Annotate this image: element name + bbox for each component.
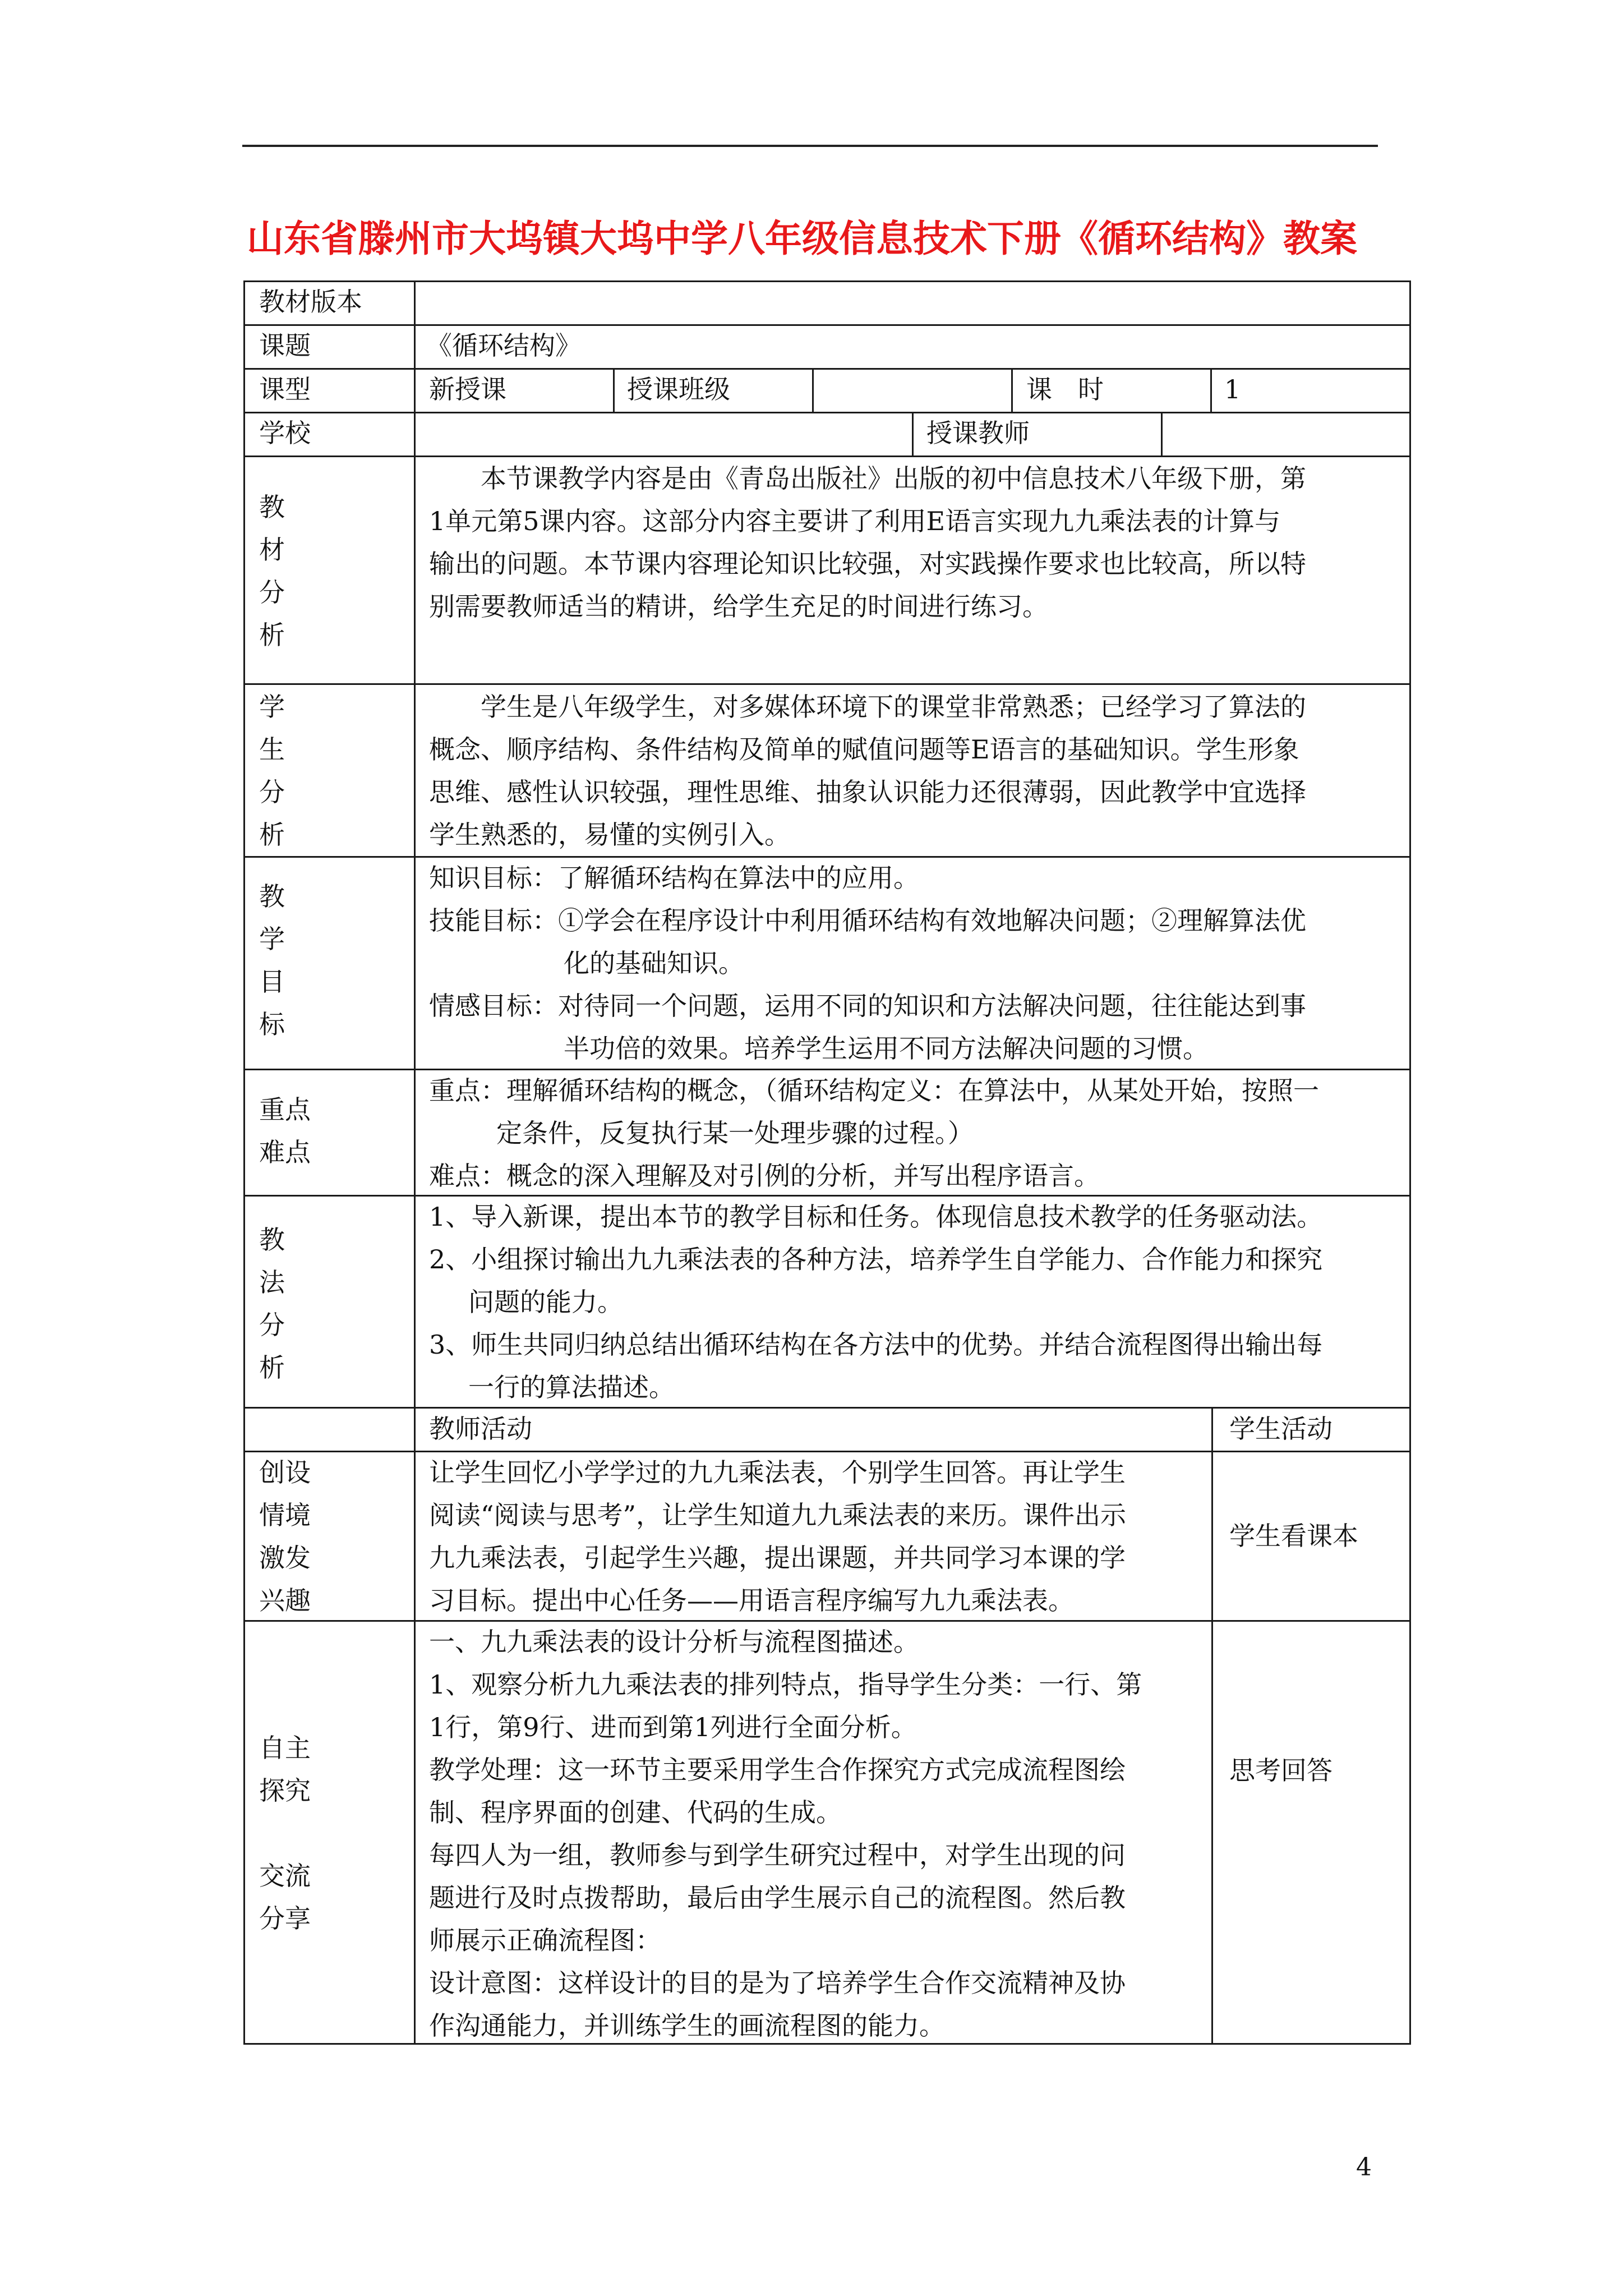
method-analysis-label: 教 法 分 析: [259, 1225, 285, 1383]
topic-label: 课题: [259, 330, 311, 361]
activity-2-label: 自主 探究 交流 分享: [259, 1733, 311, 1934]
method-analysis-text: 1、导入新课，提出本节的教学目标和任务。体现信息技术教学的任务驱动法。 2、小组探讨输出九九乘法表的各种方法，培养学生自学能力、合作能力和探究 问题的能力。 3、师生共同归纳总结出循环结构在各方法中的优势。并结合流程图得出输出每 一行的算法描述。: [429, 1202, 1323, 1402]
material-analysis-text: 本节课教学内容是由《青岛出版社》出版的初中信息技术八年级下册，第 1单元第5课内容。这部分内容主要讲了利用E语言实现九九乘法表的计算与 输出的问题。本节课内容理论知识比较强，对实践操作要求也比较高，所以特 别需要教师适当的精讲，给学生充足的时间进行练习。: [429, 463, 1306, 622]
key-points-label: 重点 难点: [259, 1094, 311, 1167]
teaching-goals-text: 知识目标：了解循环结构在算法中的应用。 技能目标：①学会在程序设计中利用循环结构有效地解决问题；②理解算法优 化的基础知识。 情感目标：对待同一个问题，运用不同的知识和方法解决问题，往往能达到事 半功倍的效果。培养学生运用不同方法解决问题的习惯。: [429, 863, 1306, 1064]
document-title: 山东省滕州市大坞镇大坞中学八年级信息技术下册《循环结构》教案: [247, 217, 1357, 260]
type-label: 课型: [259, 374, 311, 404]
student-analysis-text: 学生是八年级学生，对多媒体环境下的课堂非常熟悉；已经学习了算法的 概念、顺序结构、条件结构及简单的赋值问题等E语言的基础知识。学生形象 思维、感性认识较强，理性思维、抽象认识能力还很薄弱，因此教学中宜选择 学生熟悉的，易懂的实例引入。: [429, 692, 1306, 850]
teaching-goals-label: 教 学 目 标: [259, 881, 285, 1039]
hours-value: 1: [1224, 374, 1241, 404]
activity-1-teacher-text: 让学生回忆小学学过的九九乘法表，个别学生回答。再让学生 阅读“阅读与思考”，让学生知道九九乘法表的来历。课件出示 九九乘法表，引起学生兴趣，提出课题，并共同学习本课的学 习目标。提出中心任务——用语言程序编写九九乘法表。: [429, 1457, 1127, 1616]
class-label: 授课班级: [627, 374, 730, 404]
topic-value: 《循环结构》: [426, 330, 581, 361]
material-analysis-label: 教 材 分 析: [259, 492, 285, 650]
activity-1-label: 创设 情境 激发 兴趣: [259, 1457, 311, 1616]
key-points-text: 重点：理解循环结构的概念，（循环结构定义：在算法中，从某处开始，按照一 定条件，反复执行某一处理步骤的过程。） 难点：概念的深入理解及对引例的分析，并写出程序语言。: [429, 1075, 1319, 1191]
school-label: 学校: [259, 418, 311, 448]
type-value: 新授课: [429, 374, 506, 404]
teacher-label: 授课教师: [926, 418, 1030, 448]
student-activity-header: 学生活动: [1229, 1414, 1332, 1444]
textbook-version-label: 教材版本: [259, 287, 362, 317]
activity-2-student-text: 思考回答: [1229, 1755, 1332, 1786]
teacher-activity-header: 教师活动: [429, 1414, 532, 1444]
hours-label: 课 时: [1026, 374, 1104, 404]
header-rule: [242, 145, 1378, 147]
student-analysis-label: 学 生 分 析: [259, 692, 285, 850]
activity-1-student-text: 学生看课本: [1229, 1521, 1358, 1551]
activity-2-teacher-text: 一、九九乘法表的设计分析与流程图描述。 1、观察分析九九乘法表的排列特点，指导学生分类：一行、第 1行，第9行、进而到第1列进行全面分析。 教学处理：这一环节主要采用学生合作探究方式完成流程图绘 制、程序界面的创建、代码的生成。 每四人为一组，教师参与到学生研究过程中，对学生出现的问 题进行及时点拨帮助，最后由学生展示自己的流程图。然后教 师展示正确流程图： 设计意图：这样设计的目的是为了培养学生合作交流精神及协 作沟通能力，并训练学生的画流程图的能力。: [429, 1627, 1142, 2041]
page-number: 4: [1356, 2153, 1372, 2182]
